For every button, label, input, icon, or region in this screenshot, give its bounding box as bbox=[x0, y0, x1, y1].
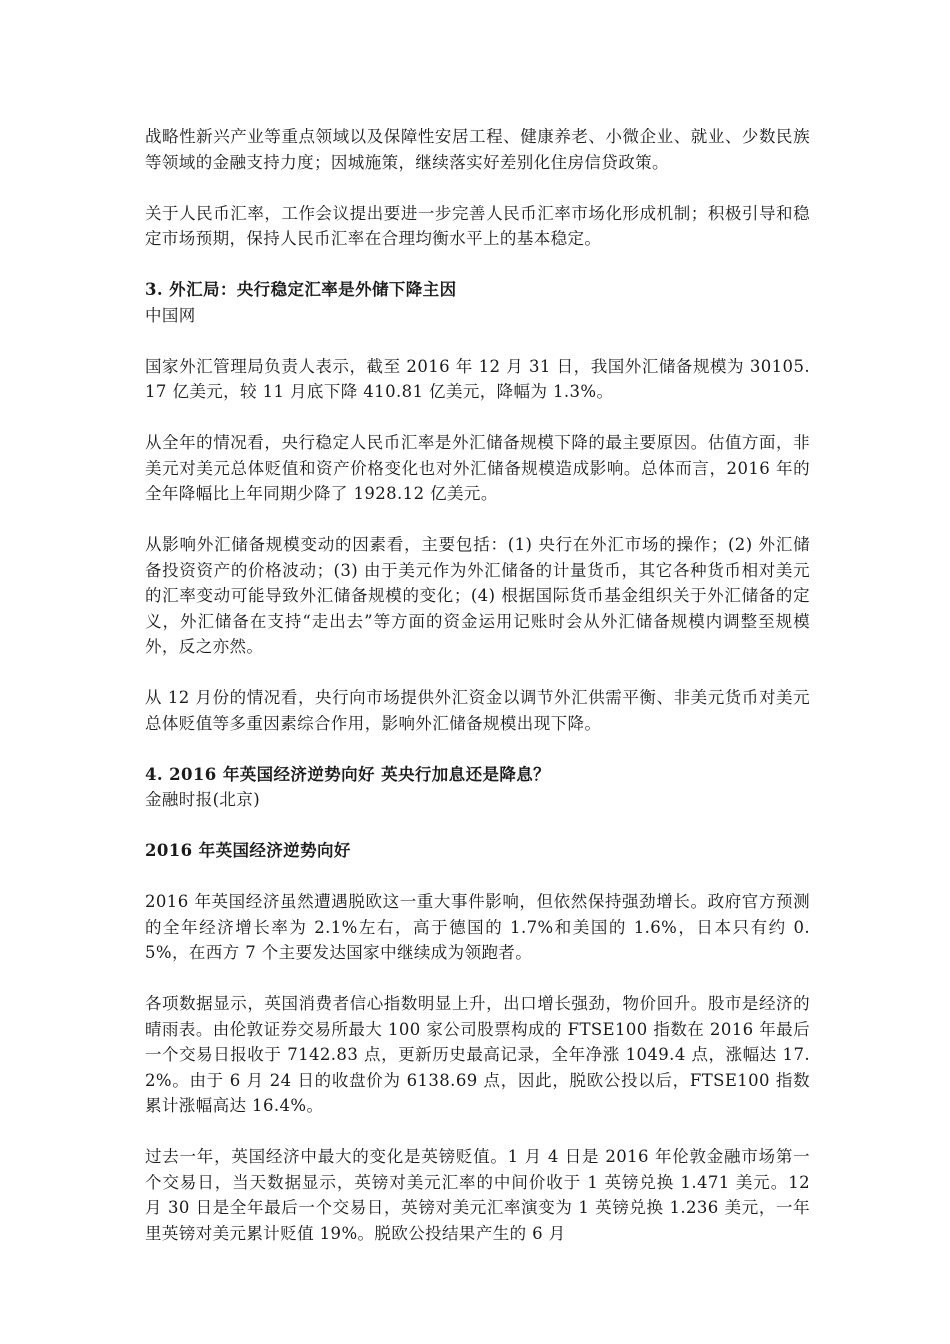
subheading-uk-economy: 2016 年英国经济逆势向好 bbox=[145, 841, 351, 860]
spacer bbox=[145, 328, 810, 354]
section-heading-4: 4. 2016 年英国经济逆势向好 英央行加息还是降息？ bbox=[145, 764, 551, 784]
section-heading-3: 3. 外汇局：央行稳定汇率是外储下降主因 bbox=[145, 280, 457, 299]
spacer bbox=[145, 966, 810, 992]
spacer bbox=[145, 660, 810, 686]
paragraph-uk-growth: 2016 年英国经济虽然遭遇脱欧这一重大事件影响，但依然保持强劲增长。政府官方预测的全年经济增长率为 2.1%左右，高于德国的 1.7%和美国的 1.6%，日本只有约 0.5%，在西方 7 个主要发达国家中继续成为领跑者。 bbox=[145, 892, 810, 962]
spacer bbox=[145, 405, 810, 431]
spacer bbox=[145, 252, 810, 278]
spacer bbox=[145, 1119, 810, 1145]
spacer bbox=[145, 813, 810, 839]
paragraph-reserve-scale: 国家外汇管理局负责人表示，截至 2016 年 12 月 31 日，我国外汇储备规模为 30105.17 亿美元，较 11 月底下降 410.81 亿美元，降幅为 1.3%。 bbox=[145, 356, 810, 401]
spacer bbox=[145, 736, 810, 762]
paragraph-rmb-exchange-rate: 关于人民币汇率，工作会议提出要进一步完善人民币汇率市场化形成机制；积极引导和稳定市场预期，保持人民币汇率在合理均衡水平上的基本稳定。 bbox=[145, 203, 810, 248]
source-label-3: 中国网 bbox=[145, 305, 196, 325]
source-label-4: 金融时报(北京) bbox=[145, 790, 261, 809]
paragraph-pound-depreciation: 过去一年，英国经济中最大的变化是英镑贬值。1 月 4 日是 2016 年伦敦金融市场第一个交易日，当天数据显示，英镑对美元汇率的中间价收于 1 英镑兑换 1.471 美元。12 月 30 日是全年最后一个交易日，英镑对美元汇率演变为 1 英镑兑换 1.236 美元，一年里英镑对美元累计贬值 19%。脱欧公投结果产生的 6 月 bbox=[145, 1147, 810, 1243]
paragraph-finance-support: 战略性新兴产业等重点领域以及保障性安居工程、健康养老、小微企业、就业、少数民族等领域的金融支持力度；因城施策，继续落实好差别化住房信贷政策。 bbox=[145, 127, 810, 172]
spacer bbox=[145, 864, 810, 890]
spacer bbox=[145, 175, 810, 201]
document-page bbox=[145, 124, 810, 1246]
spacer bbox=[145, 507, 810, 533]
paragraph-december-situation: 从 12 月份的情况看，央行向市场提供外汇资金以调节外汇供需平衡、非美元货币对美元总体贬值等多重因素综合作用，影响外汇储备规模出现下降。 bbox=[145, 688, 810, 733]
paragraph-reserve-factors: 从影响外汇储备规模变动的因素看，主要包括：(1) 央行在外汇市场的操作；(2) 外汇储备投资资产的价格波动；(3) 由于美元作为外汇储备的计量货币，其它各种货币相对美元的汇率变动可能导致外汇储备规模的变化；(4) 根据国际货币基金组织关于外汇储备的定义，外汇储备在支持“走出去”等方面的资金运用记账时会从外汇储备规模内调整至规模外，反之亦然。 bbox=[145, 535, 810, 656]
paragraph-annual-situation: 从全年的情况看，央行稳定人民币汇率是外汇储备规模下降的最主要原因。估值方面，非美元对美元总体贬值和资产价格变化也对外汇储备规模造成影响。总体而言，2016 年的全年降幅比上年同期少降了 1928.12 亿美元。 bbox=[145, 433, 810, 503]
paragraph-uk-indicators: 各项数据显示，英国消费者信心指数明显上升，出口增长强劲，物价回升。股市是经济的晴雨表。由伦敦证券交易所最大 100 家公司股票构成的 FTSE100 指数在 2016 年最后一个交易日报收于 7142.83 点，更新历史最高记录，全年净涨 1049.4 点，涨幅达 17.2%。由于 6 月 24 日的收盘价为 6138.69 点，因此，脱欧公投以后，FTSE100 指数累计涨幅高达 16.4%。 bbox=[145, 994, 810, 1115]
